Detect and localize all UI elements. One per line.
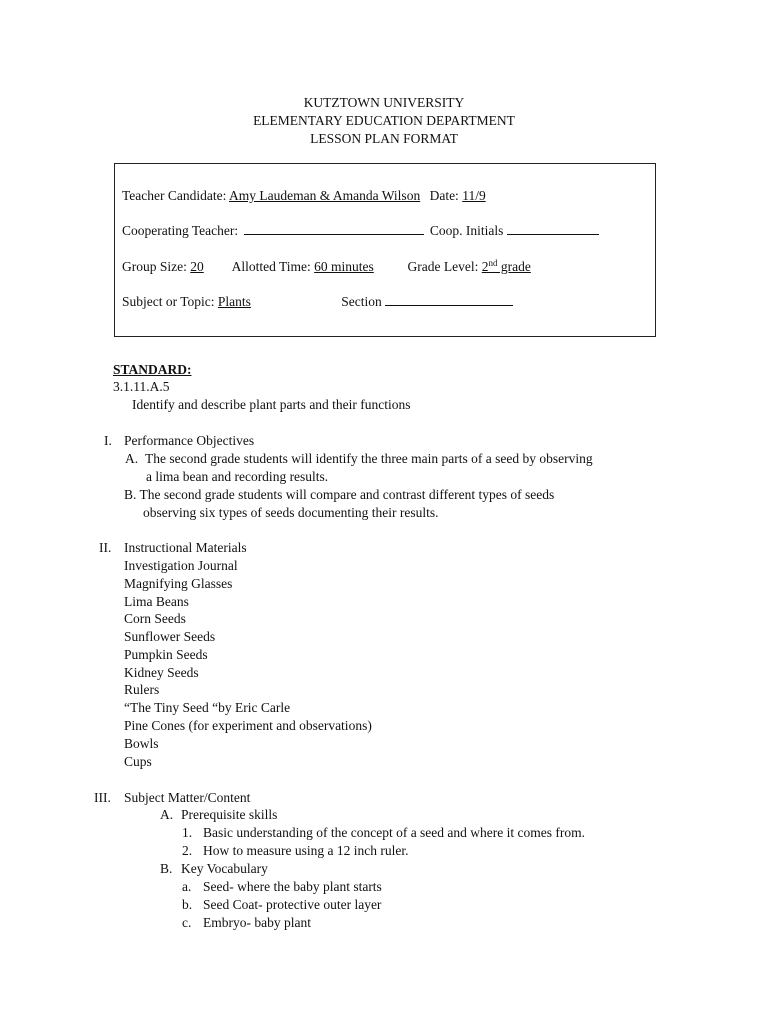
content-title: Subject Matter/Content: [124, 790, 251, 805]
vocabulary-item-text: Seed- where the baby plant starts: [203, 879, 382, 894]
objectives-title: Performance Objectives: [124, 433, 255, 448]
material-item: Pumpkin Seeds: [124, 647, 208, 662]
material-item: Rulers: [124, 682, 160, 697]
vocabulary-title: Key Vocabulary: [181, 861, 268, 876]
objective-b-line2: observing six types of seeds documenting their results.: [143, 505, 439, 520]
material-item: Kidney Seeds: [124, 665, 199, 680]
grade-level-number: 2: [481, 259, 489, 274]
objective-a-line1: The second grade students will identify the three main parts of a seed by observing: [145, 451, 593, 466]
grade-level-value: [482, 259, 531, 274]
standard-code: 3.1.11.A.5: [113, 379, 170, 394]
section-label: Section: [341, 294, 382, 309]
prerequisite-marker: A.: [160, 807, 174, 822]
material-item: Magnifying Glasses: [124, 576, 233, 591]
grade-level-label: Grade Level:: [407, 259, 479, 274]
section-field: [385, 293, 513, 306]
vocabulary-marker: B.: [160, 861, 173, 876]
coop-initials-label: Coop. Initials: [429, 223, 504, 238]
vocabulary-item-marker: b.: [182, 897, 193, 912]
date-label: Date:: [429, 188, 459, 203]
allotted-time-value: 60 minutes: [314, 259, 374, 274]
group-size-row: [122, 258, 531, 275]
objectives-numeral: I.: [104, 433, 112, 448]
subject-value: Plants: [217, 294, 251, 309]
objective-a-marker: A.: [125, 451, 139, 466]
header-university: KUTZTOWN UNIVERSITY: [303, 95, 465, 110]
allotted-time-label: Allotted Time:: [231, 259, 311, 274]
material-item: Sunflower Seeds: [124, 629, 216, 644]
teacher-candidate-label: Teacher Candidate:: [122, 188, 227, 203]
teacher-candidate-value: Amy Laudeman & Amanda Wilson: [229, 188, 421, 203]
prerequisite-item-text: Basic understanding of the concept of a seed and where it comes from.: [203, 825, 585, 840]
subject-row: [122, 293, 513, 310]
material-item: Corn Seeds: [124, 611, 186, 626]
content-numeral: III.: [94, 790, 111, 805]
vocabulary-item-text: Embryo- baby plant: [203, 915, 311, 930]
group-size-value: 20: [190, 259, 204, 274]
cooperating-teacher-label: Cooperating Teacher:: [122, 223, 239, 238]
materials-title: Instructional Materials: [124, 540, 247, 555]
prerequisite-item-marker: 1.: [182, 825, 193, 840]
prerequisite-item-text: How to measure using a 12 inch ruler.: [203, 843, 409, 858]
grade-level-word: grade: [497, 259, 531, 274]
coop-initials-field: [507, 222, 599, 235]
prerequisite-title: Prerequisite skills: [181, 807, 278, 822]
date-value: 11/9: [462, 188, 486, 203]
cooperating-teacher-row: [122, 222, 599, 239]
material-item: Bowls: [124, 736, 159, 751]
header-format: LESSON PLAN FORMAT: [310, 131, 458, 146]
materials-numeral: II.: [99, 540, 112, 555]
subject-label: Subject or Topic:: [122, 294, 215, 309]
standard-heading: STANDARD:: [113, 362, 192, 377]
objective-a-line2: a lima bean and recording results.: [146, 469, 329, 484]
standard-text: Identify and describe plant parts and their functions: [132, 397, 411, 412]
material-item: Pine Cones (for experiment and observations): [124, 718, 372, 733]
vocabulary-item-text: Seed Coat- protective outer layer: [203, 897, 382, 912]
objective-b-line1: B. The second grade students will compare and contrast different types of seeds: [124, 487, 555, 502]
vocabulary-item-marker: a.: [182, 879, 192, 894]
teacher-candidate-row: [122, 187, 486, 204]
group-size-label: Group Size:: [122, 259, 187, 274]
material-item: Investigation Journal: [124, 558, 238, 573]
vocabulary-item-marker: c.: [182, 915, 192, 930]
material-item: Lima Beans: [124, 594, 189, 609]
cooperating-teacher-field: [244, 222, 424, 235]
material-item: “The Tiny Seed “by Eric Carle: [124, 700, 291, 715]
material-item: Cups: [124, 754, 152, 769]
header-department: ELEMENTARY EDUCATION DEPARTMENT: [253, 113, 515, 128]
prerequisite-item-marker: 2.: [182, 843, 193, 858]
grade-level-suffix: nd: [488, 258, 498, 268]
